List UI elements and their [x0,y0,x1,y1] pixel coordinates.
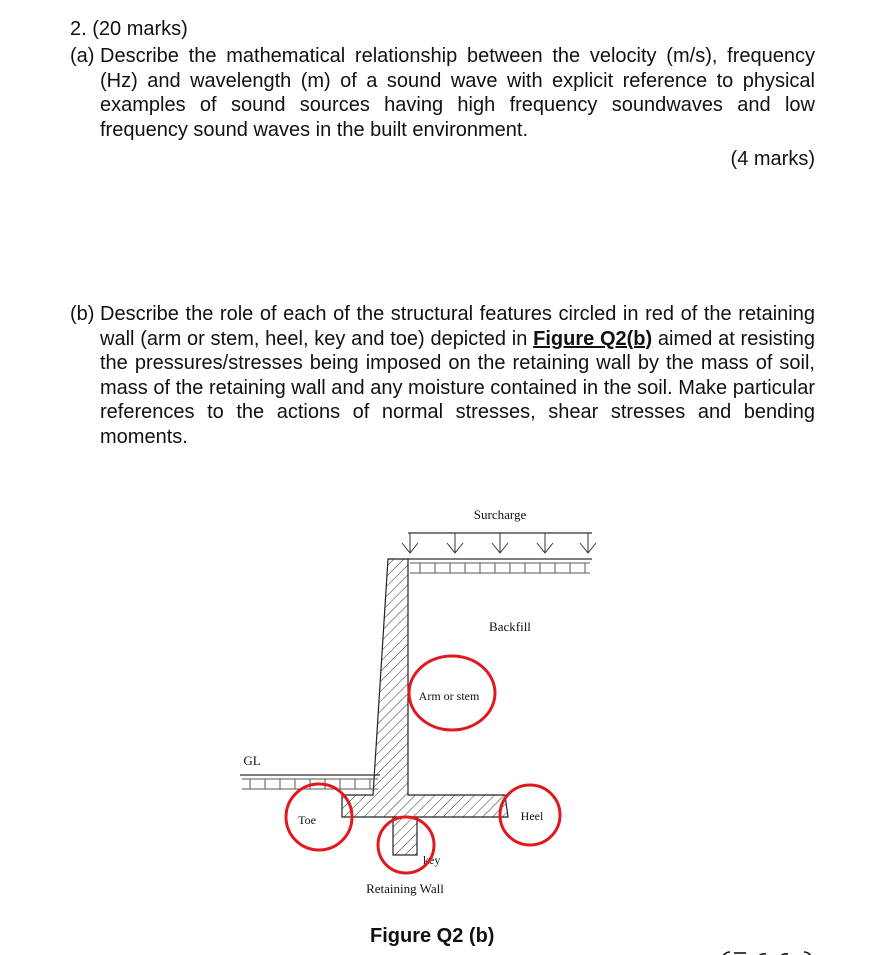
shear-key [393,817,417,855]
retaining-wall-diagram [230,495,620,915]
surcharge-label: Surcharge [473,507,527,522]
question-part-a [70,44,815,142]
question-heading: 2. (20 marks) [70,18,188,40]
heel-label: Heel [520,809,544,823]
part-b-text-after: aimed at resisting the pressures/stresses being imposed on the retaining wall by the mass of soil, mass of the retaining wall and any moisture contained in the soil. Make particular references to the actions of normal stresses, shear stresses and bending moments. [100,327,816,448]
cropped-next-line [720,946,815,955]
question-part-b [70,302,815,449]
part-b-text-before: Describe the role of each of the structural features circled in red of the retaining wall (arm or stem, heel, key and toe) depicted in [100,303,815,350]
part-b-label: (b) [70,303,95,325]
part-b-text [100,302,815,449]
part-a-label: (a) [70,45,95,67]
surcharge-arrows [402,533,596,553]
retaining-wall-figure [230,495,620,915]
backfill-label: Backfill [489,619,531,634]
gl-label: GL [243,753,261,768]
retaining-wall-label: Retaining Wall [366,881,444,896]
part-a-marks: (4 marks) [730,148,815,170]
figure-caption: Figure Q2 (b) [370,925,495,947]
figure-reference: Figure Q2(b) [533,327,653,350]
arm-or-stem-label: Arm or stem [418,689,480,703]
part-a-text: Describe the mathematical relationship between the velocity (m/s), frequency (Hz) and wavelength (m) of a sound wave with explicit reference to physical examples of sound sources having high frequency soundwaves and low frequency sound waves in the built environment. [100,45,815,141]
key-label: key [423,853,441,867]
backfill-soil-symbol [410,563,590,573]
toe-label: Toe [298,813,316,827]
